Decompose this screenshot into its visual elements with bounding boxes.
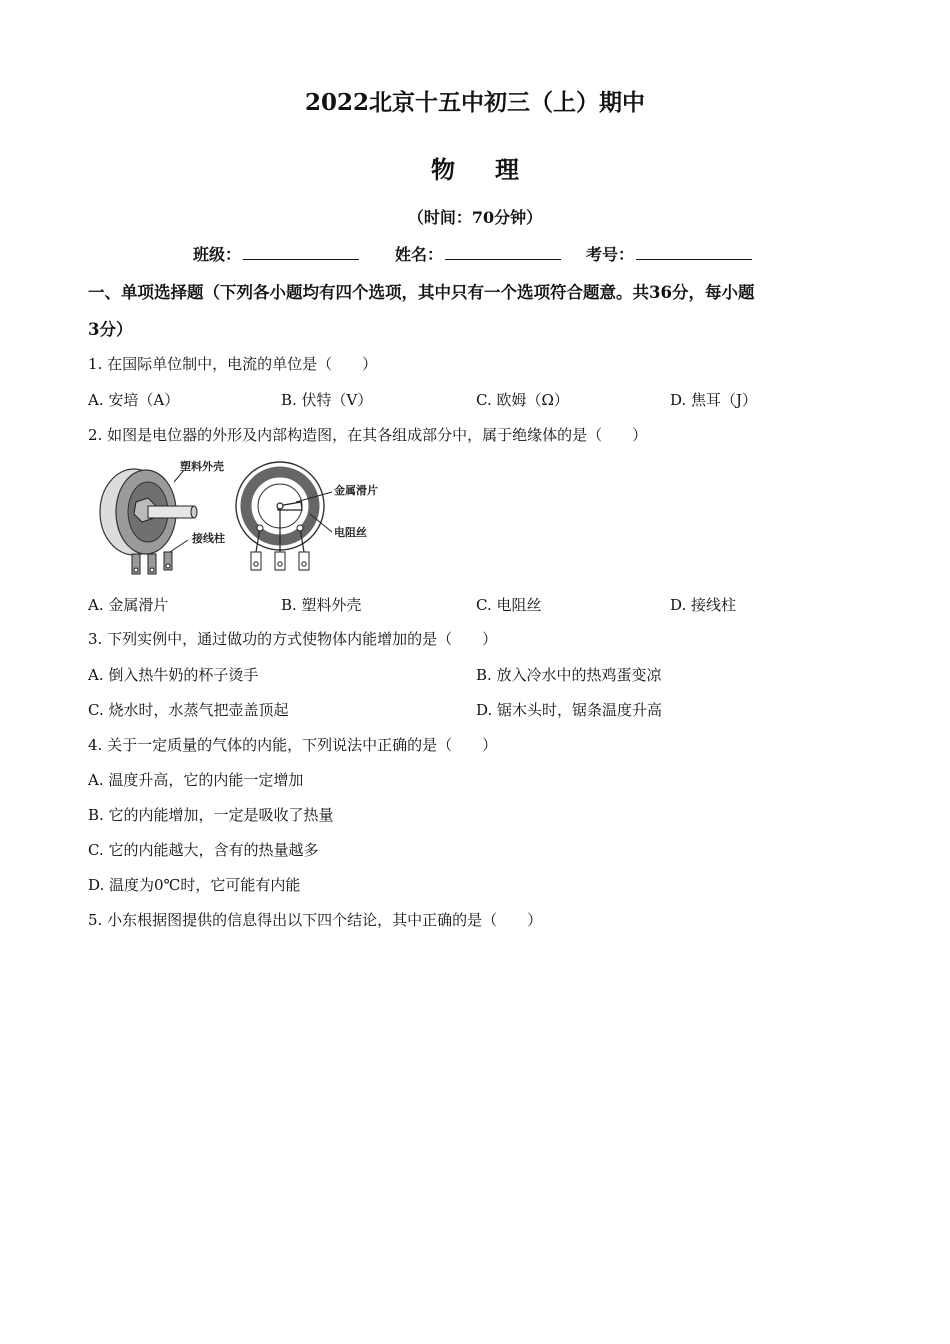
name-field [395, 242, 561, 265]
question-4-option-b[interactable]: B. 它的内能增加，一定是吸收了热量 [88, 806, 334, 824]
question-4-option-d[interactable]: D. 温度为0℃时，它可能有内能 [88, 876, 301, 894]
question-3-option-b[interactable]: B. 放入冷水中的热鸡蛋变凉 [476, 666, 662, 684]
label-terminal: 接线柱 [192, 532, 225, 545]
label-plastic-shell: 塑料外壳 [180, 460, 224, 473]
question-2-stem: 2. 如图是电位器的外形及内部构造图，在其各组成部分中，属于绝缘体的是（ ） [88, 426, 648, 444]
class-blank[interactable] [243, 243, 359, 260]
section-heading-line2: 3分） [88, 320, 133, 339]
question-4-stem: 4. 关于一定质量的气体的内能，下列说法中正确的是（ ） [88, 736, 498, 754]
question-1-option-c[interactable]: C. 欧姆（Ω） [476, 391, 569, 409]
question-3-option-d[interactable]: D. 锯木头时，锯条温度升高 [476, 701, 663, 719]
name-blank[interactable] [445, 243, 561, 260]
question-3-option-c[interactable]: C. 烧水时，水蒸气把壶盖顶起 [88, 701, 289, 719]
class-label: 班级： [193, 245, 242, 264]
question-2-option-d[interactable]: D. 接线柱 [670, 596, 737, 614]
question-1-stem: 1. 在国际单位制中，电流的单位是（ ） [88, 355, 378, 373]
question-2-option-a[interactable]: A. 金属滑片 [88, 596, 169, 614]
question-1-option-b[interactable]: B. 伏特（V） [281, 391, 373, 409]
potentiometer-figure [96, 456, 406, 585]
name-label: 姓名： [395, 245, 444, 264]
subject-title: 物理 [431, 155, 559, 184]
potentiometer-exterior [100, 469, 197, 574]
question-2-option-c[interactable]: C. 电阻丝 [476, 596, 542, 614]
label-resistance-wire: 电阻丝 [334, 526, 367, 539]
page-title: 2022北京十五中初三（上）期中 [304, 89, 645, 116]
question-4-option-a[interactable]: A. 温度升高，它的内能一定增加 [88, 771, 304, 789]
question-1-option-d[interactable]: D. 焦耳（J） [670, 391, 758, 409]
section-heading-line1: 一、单项选择题（下列各小题均有四个选项，其中只有一个选项符合题意。共36分，每小题 [88, 283, 755, 302]
exam-number-label: 考号： [586, 245, 635, 264]
question-5-stem: 5. 小东根据图提供的信息得出以下四个结论，其中正确的是（ ） [88, 911, 543, 929]
question-3-option-a[interactable]: A. 倒入热牛奶的杯子烫手 [88, 666, 259, 684]
exam-number-blank[interactable] [636, 243, 752, 260]
question-4-option-c[interactable]: C. 它的内能越大，含有的热量越多 [88, 841, 319, 859]
potentiometer-illustration [96, 456, 406, 581]
label-metal-slider: 金属滑片 [334, 484, 378, 497]
exam-number-field [586, 242, 752, 265]
class-field [193, 242, 359, 265]
exam-time: （时间：70分钟） [407, 208, 543, 227]
question-1-option-a[interactable]: A. 安培（A） [88, 391, 180, 409]
question-2-option-b[interactable]: B. 塑料外壳 [281, 596, 362, 614]
question-3-stem: 3. 下列实例中，通过做功的方式使物体内能增加的是（ ） [88, 630, 498, 648]
potentiometer-interior [236, 462, 332, 570]
